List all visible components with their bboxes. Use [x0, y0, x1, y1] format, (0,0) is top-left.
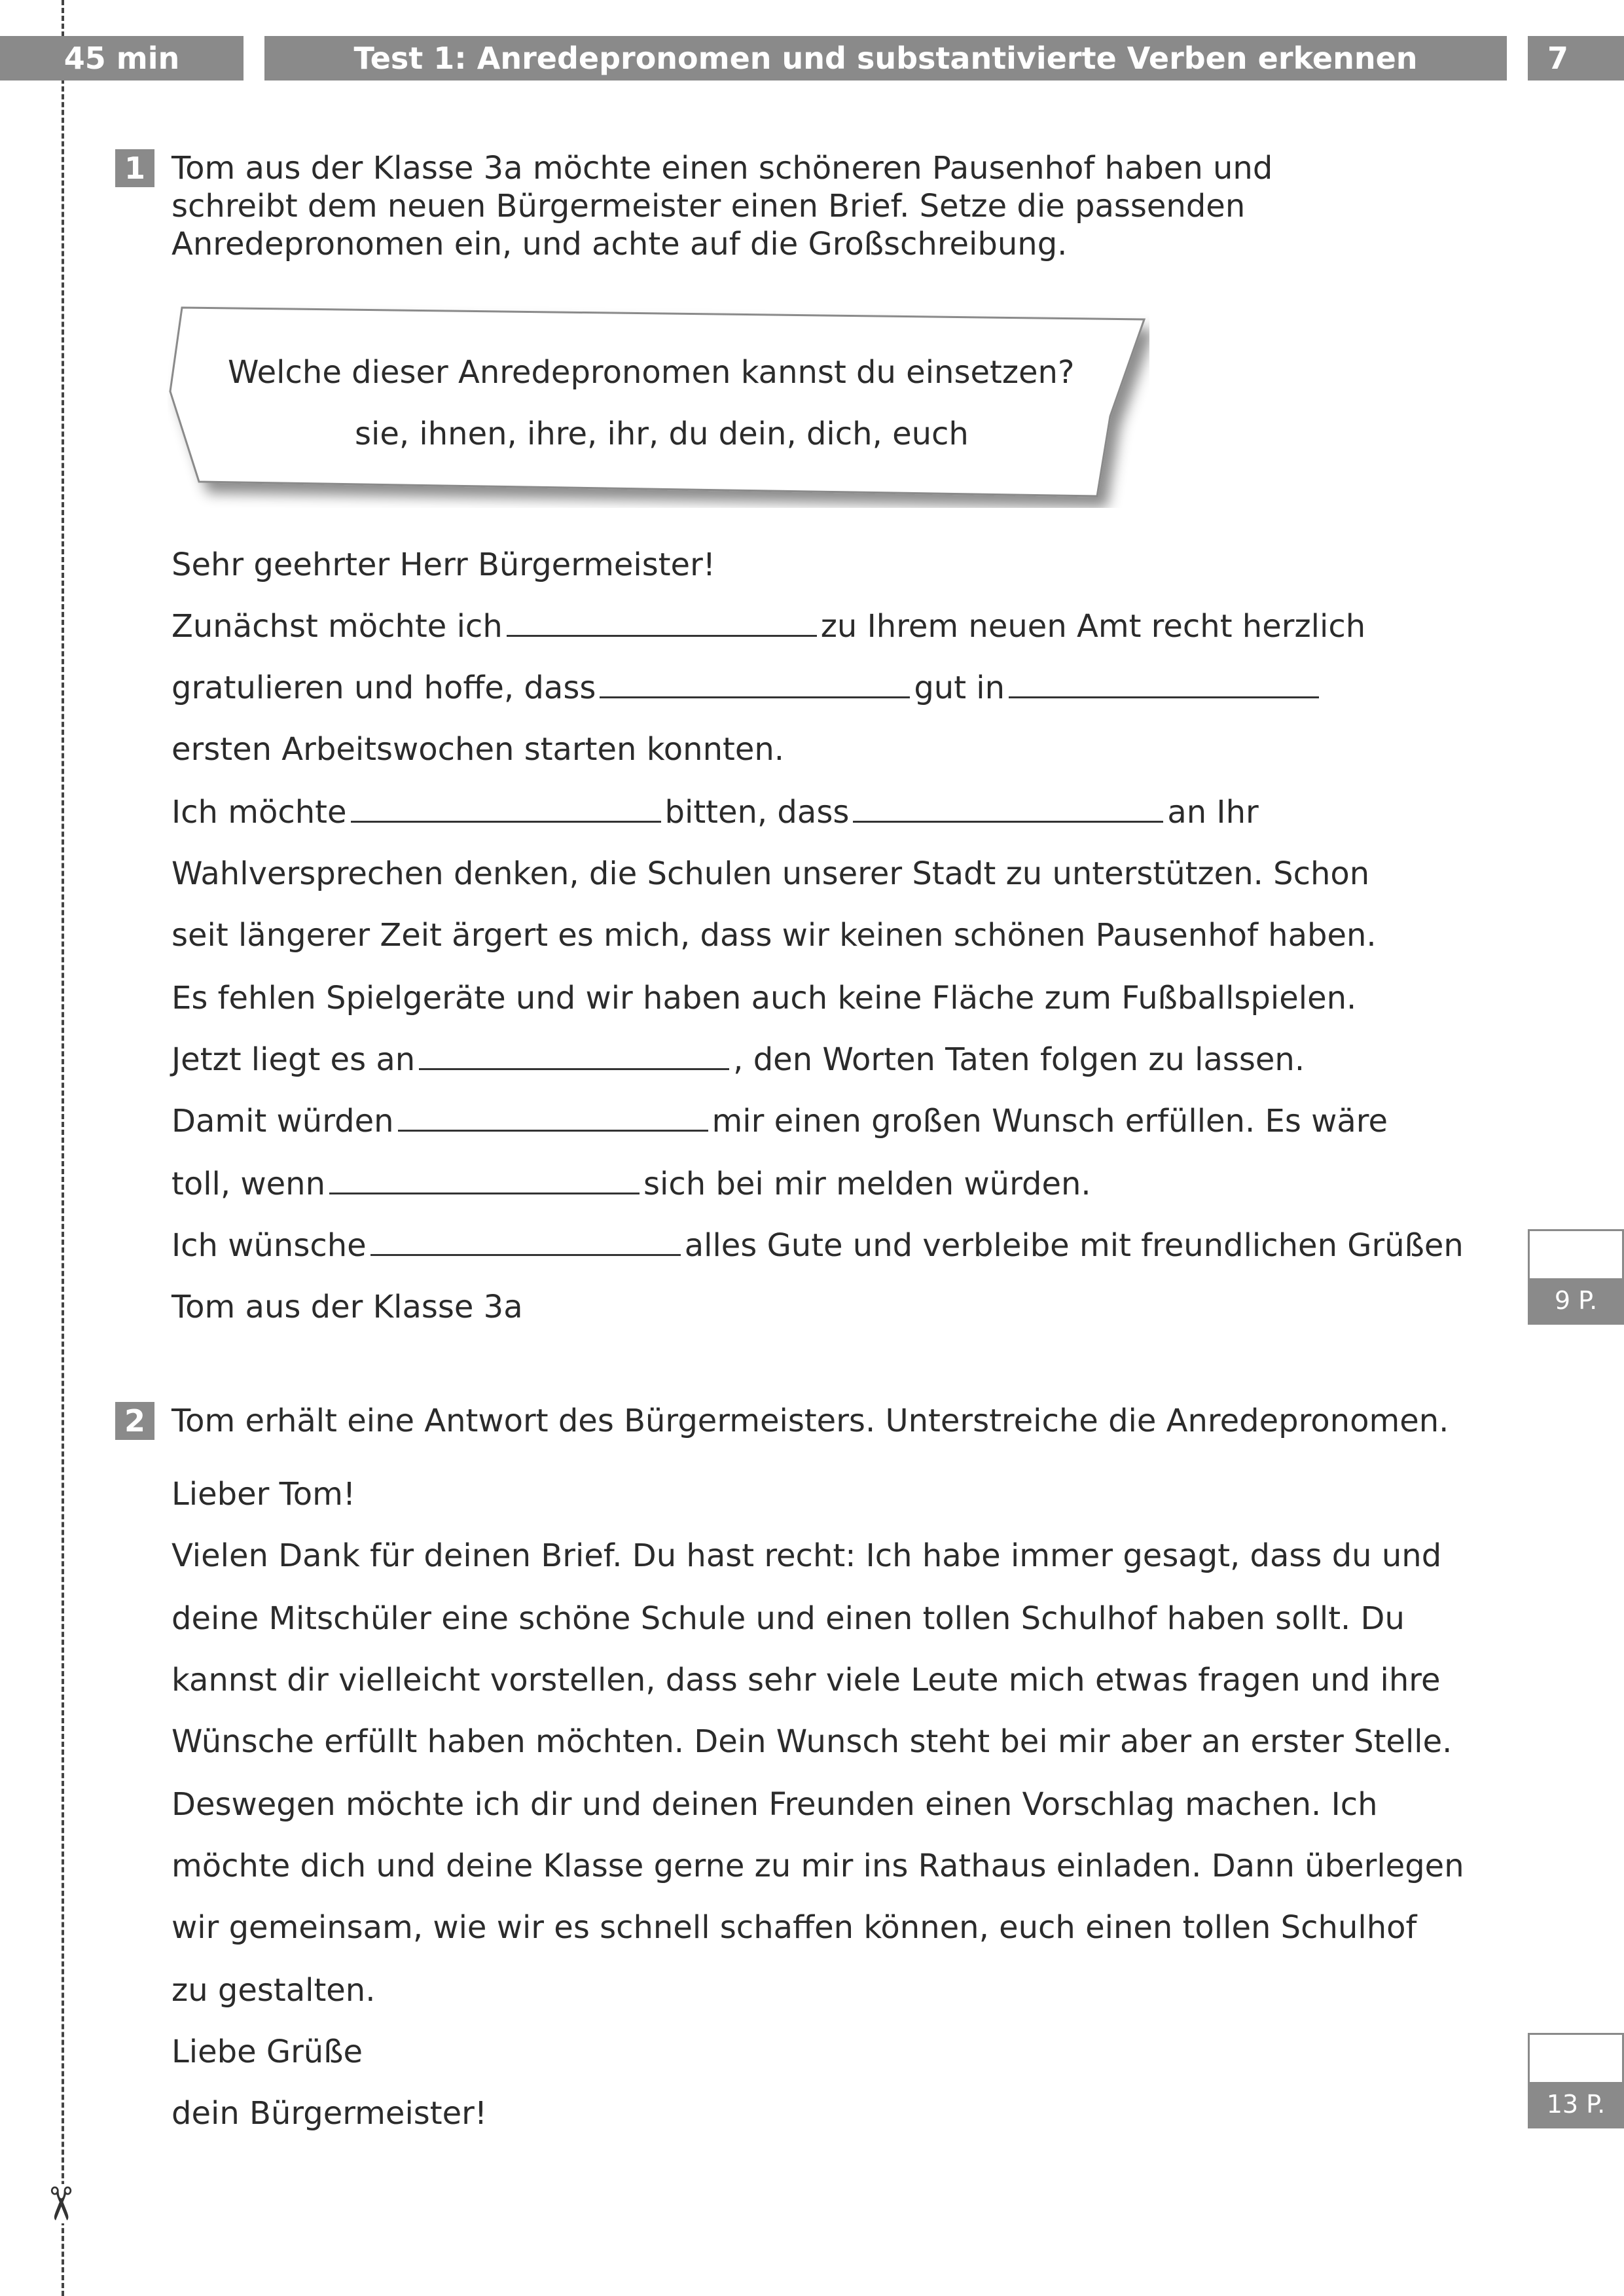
reply-line-6: Deswegen möchte ich dir und deinen Freunden einen Vorschlag machen. Ich: [171, 1786, 1378, 1823]
letter-greeting: Sehr geehrter Herr Bürgermeister!: [171, 547, 716, 583]
hint-pronoun-list: sie, ihnen, ihre, ihr, du dein, dich, euch: [355, 416, 969, 452]
letter-line-8-part-b: , den Worten Taten folgen zu lassen.: [733, 1041, 1305, 1078]
letter-line-4-part-a: Ich möchte: [171, 794, 347, 831]
reply-line-2: Vielen Dank für deinen Brief. Du hast recht: Ich habe immer gesagt, dass du und: [171, 1537, 1442, 1574]
task-1-instruction-line-3: Anredepronomen ein, und achte auf die Großschreibung.: [171, 226, 1068, 262]
task-1-score-field[interactable]: [1530, 1231, 1622, 1278]
reply-line-1: Lieber Tom!: [171, 1476, 356, 1513]
answer-blank-6[interactable]: [419, 1042, 729, 1070]
reply-line-11: dein Bürgermeister!: [171, 2095, 488, 2132]
task-2-number: 2: [115, 1402, 154, 1440]
page-number-badge: [1528, 36, 1624, 81]
letter-line-1-part-a: Zunächst möchte ich: [171, 608, 503, 645]
time-badge: [0, 36, 244, 81]
letter-signature: Tom aus der Klasse 3a: [171, 1289, 523, 1325]
task-2-points-label: 13 P.: [1530, 2082, 1622, 2126]
letter-line-6: seit längerer Zeit ärgert es mich, dass wir keinen schönen Pausenhof haben.: [171, 917, 1377, 954]
reply-line-4: kannst dir vielleicht vorstellen, dass sehr viele Leute mich etwas fragen und ihre: [171, 1662, 1441, 1698]
task-1-instruction-line-2: schreibt dem neuen Bürgermeister einen Brief. Setze die passenden: [171, 188, 1246, 224]
hint-box: [168, 305, 1149, 508]
letter-line-11-part-a: Ich wünsche: [171, 1227, 367, 1264]
letter-line-5: Wahlversprechen denken, die Schulen unserer Stadt zu unterstützen. Schon: [171, 855, 1370, 892]
task-2-score-field[interactable]: [1530, 2035, 1622, 2082]
letter-line-1-part-b: zu Ihrem neuen Amt recht herzlich: [820, 608, 1366, 645]
task-1-points-label: 9 P.: [1530, 1278, 1622, 1323]
letter-line-11: [171, 1227, 1464, 1265]
reply-line-3: deine Mitschüler eine schöne Schule und einen tollen Schulhof haben sollt. Du: [171, 1600, 1405, 1637]
reply-line-5: Wünsche erfüllt haben möchten. Dein Wunsch steht bei mir aber an erster Stelle.: [171, 1723, 1453, 1760]
answer-blank-8[interactable]: [329, 1166, 640, 1194]
time-label: 45 min: [63, 41, 180, 76]
task-2-points-box: [1528, 2033, 1624, 2128]
test-title-bar: [264, 36, 1507, 81]
page-number: 7: [1547, 41, 1569, 76]
letter-line-9-part-b: mir einen großen Wunsch erfüllen. Es wäre: [712, 1103, 1388, 1139]
reply-line-10: Liebe Grüße: [171, 2034, 363, 2070]
letter-line-4: [171, 793, 1259, 831]
task-1-number: 1: [115, 149, 154, 187]
answer-blank-1[interactable]: [507, 609, 817, 637]
answer-blank-5[interactable]: [853, 795, 1163, 823]
letter-line-2: [171, 669, 1323, 707]
letter-line-8: [171, 1041, 1305, 1079]
answer-blank-2[interactable]: [600, 670, 910, 698]
scissors-icon: ✂: [31, 2184, 90, 2223]
letter-line-3: ersten Arbeitswochen starten konnten.: [171, 731, 785, 768]
hint-question: Welche dieser Anredepronomen kannst du einsetzen?: [228, 354, 1075, 391]
reply-line-8: wir gemeinsam, wie wir es schnell schaffen können, euch einen tollen Schulhof: [171, 1909, 1417, 1946]
answer-blank-4[interactable]: [351, 795, 661, 823]
task-2-instruction: Tom erhält eine Antwort des Bürgermeisters. Unterstreiche die Anredepronomen.: [171, 1403, 1449, 1439]
letter-line-11-part-b: alles Gute und verbleibe mit freundlichen Grüßen: [684, 1227, 1464, 1264]
letter-line-9-part-a: Damit würden: [171, 1103, 394, 1139]
answer-blank-7[interactable]: [398, 1103, 708, 1132]
task-1-instruction-line-1: Tom aus der Klasse 3a möchte einen schöneren Pausenhof haben und: [171, 150, 1273, 187]
letter-line-4-part-c: an Ihr: [1167, 794, 1259, 831]
task-1-points-box: [1528, 1229, 1624, 1325]
reply-line-7: möchte dich und deine Klasse gerne zu mir ins Rathaus einladen. Dann überlegen: [171, 1848, 1464, 1884]
letter-line-9: [171, 1102, 1388, 1140]
answer-blank-9[interactable]: [370, 1228, 681, 1256]
letter-line-2-part-b: gut in: [914, 670, 1005, 706]
letter-line-8-part-a: Jetzt liegt es an: [171, 1041, 416, 1078]
letter-line-7: Es fehlen Spielgeräte und wir haben auch keine Fläche zum Fußballspielen.: [171, 980, 1357, 1016]
reply-line-9: zu gestalten.: [171, 1972, 376, 2009]
letter-line-10-part-a: toll, wenn: [171, 1166, 326, 1202]
hint-box-shape: [168, 305, 1149, 508]
letter-line-10-part-b: sich bei mir melden würden.: [643, 1166, 1091, 1202]
letter-line-2-part-a: gratulieren und hoffe, dass: [171, 670, 596, 706]
answer-blank-3[interactable]: [1009, 670, 1319, 698]
letter-line-1: [171, 607, 1365, 645]
test-title: Test 1: Anredepronomen und substantivierte Verben erkennen: [353, 41, 1418, 76]
letter-line-10: [171, 1165, 1091, 1203]
letter-line-4-part-b: bitten, dass: [664, 794, 850, 831]
cut-line: [62, 0, 64, 2296]
